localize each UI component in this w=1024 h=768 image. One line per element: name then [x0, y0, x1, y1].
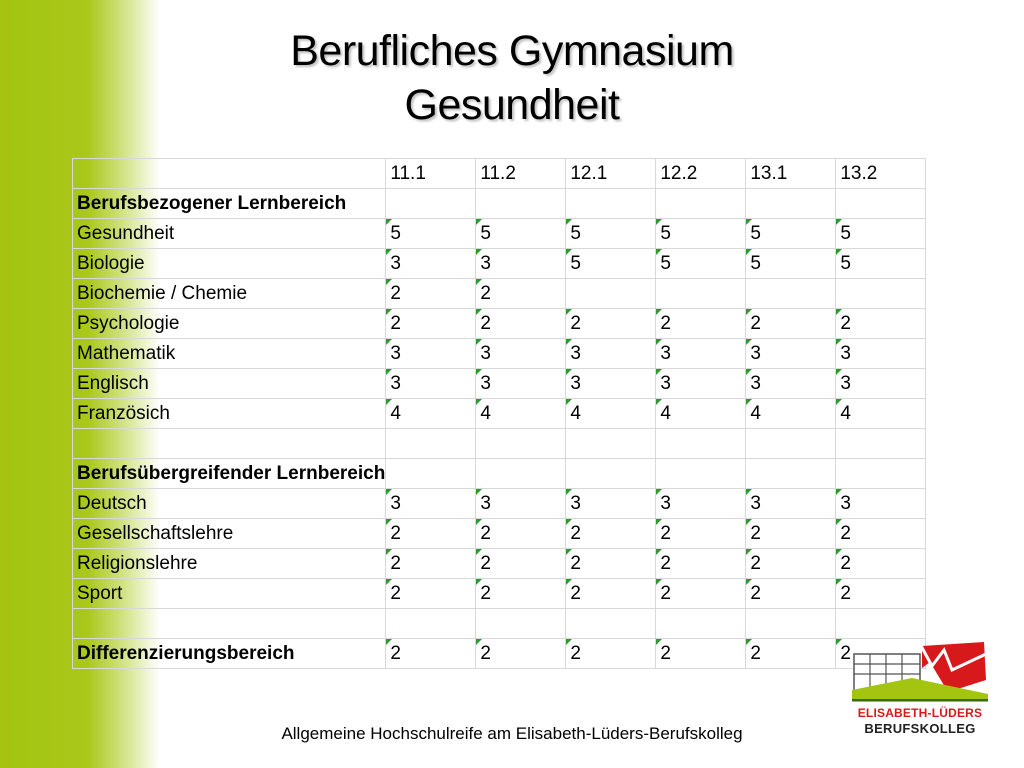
hours-cell: 3: [476, 249, 566, 279]
subject-label: Psychologie: [73, 309, 386, 339]
subject-row: [73, 279, 926, 309]
hours-cell: 2: [746, 549, 836, 579]
logo-text-name: ELISABETH-LÜDERS: [857, 706, 983, 720]
hours-cell: 3: [566, 339, 656, 369]
hours-cell: 2: [836, 579, 926, 609]
hours-cell: [386, 429, 476, 459]
hours-cell: 4: [566, 399, 656, 429]
hours-cell: 4: [476, 399, 566, 429]
hours-cell: 2: [386, 309, 476, 339]
footer-text: Allgemeine Hochschulreife am Elisabeth-Lüders-Berufskolleg: [281, 724, 743, 743]
timetable: [72, 158, 926, 669]
header-cell-11-2: 11.2: [476, 159, 566, 189]
header-cell-12-2: 12.2: [656, 159, 746, 189]
hours-cell: 3: [386, 249, 476, 279]
hours-cell: 2: [656, 549, 746, 579]
hours-cell: 5: [836, 249, 926, 279]
header-cell-11-1: 11.1: [386, 159, 476, 189]
subject-row: [73, 399, 926, 429]
hours-cell: [386, 609, 476, 639]
slide-title: [160, 24, 864, 132]
hours-cell: 2: [656, 519, 746, 549]
hours-cell: [746, 609, 836, 639]
hours-cell: [746, 429, 836, 459]
school-building-logo-icon: [852, 640, 988, 704]
hours-cell: 5: [656, 249, 746, 279]
subject-label: Französich: [73, 399, 386, 429]
header-cell-13-1: 13.1: [746, 159, 836, 189]
hours-cell: 3: [476, 489, 566, 519]
hours-cell: [836, 609, 926, 639]
hours-cell: 3: [386, 489, 476, 519]
hours-cell: [836, 189, 926, 219]
hours-cell: 2: [656, 309, 746, 339]
hours-cell: 2: [386, 549, 476, 579]
hours-cell: 5: [746, 219, 836, 249]
header-row: [73, 159, 926, 189]
hours-cell: [746, 189, 836, 219]
hours-cell: 5: [386, 219, 476, 249]
subject-row: [73, 249, 926, 279]
hours-cell: [386, 459, 476, 489]
hours-cell: [836, 279, 926, 309]
hours-cell: [656, 279, 746, 309]
section-label: Berufsübergreifender Lernbereich: [73, 459, 386, 489]
subject-row: [73, 519, 926, 549]
hours-cell: [566, 189, 656, 219]
hours-cell: 3: [476, 339, 566, 369]
title-line-1: Berufliches Gymnasium: [290, 27, 734, 75]
subject-label: Englisch: [73, 369, 386, 399]
hours-cell: 2: [836, 549, 926, 579]
header-cell-subject: [73, 159, 386, 189]
hours-cell: 3: [386, 369, 476, 399]
hours-cell: 2: [386, 279, 476, 309]
hours-cell: 5: [476, 219, 566, 249]
hours-cell: 3: [566, 489, 656, 519]
section-header-row: [73, 459, 926, 489]
hours-cell: 2: [386, 639, 476, 669]
subject-row: [73, 219, 926, 249]
hours-cell: [476, 189, 566, 219]
hours-cell: 2: [566, 549, 656, 579]
subject-row: [73, 369, 926, 399]
title-line-2: Gesundheit: [404, 81, 620, 129]
hours-cell: 5: [566, 249, 656, 279]
hours-cell: 3: [746, 339, 836, 369]
school-logo: [852, 640, 988, 740]
hours-cell: 2: [386, 579, 476, 609]
subject-label: Gesundheit: [73, 219, 386, 249]
section-label: Berufsbezogener Lernbereich: [73, 189, 386, 219]
subject-label: Mathematik: [73, 339, 386, 369]
hours-cell: 2: [836, 519, 926, 549]
hours-cell: 2: [566, 519, 656, 549]
hours-cell: [386, 189, 476, 219]
hours-cell: [656, 189, 746, 219]
hours-cell: [566, 279, 656, 309]
hours-cell: 2: [656, 579, 746, 609]
subject-label: Differenzierungsbereich: [73, 639, 386, 669]
hours-cell: [836, 459, 926, 489]
hours-cell: 2: [836, 309, 926, 339]
hours-cell: 2: [836, 639, 926, 669]
hours-cell: 5: [656, 219, 746, 249]
hours-cell: 3: [656, 339, 746, 369]
subject-label: Deutsch: [73, 489, 386, 519]
hours-cell: [656, 459, 746, 489]
hours-cell: [746, 279, 836, 309]
subject-label: Sport: [73, 579, 386, 609]
subject-label: [73, 429, 386, 459]
hours-cell: 4: [656, 399, 746, 429]
subject-row: [73, 549, 926, 579]
hours-cell: 5: [836, 219, 926, 249]
hours-cell: 2: [746, 579, 836, 609]
hours-cell: [836, 429, 926, 459]
blank-row: [73, 429, 926, 459]
hours-cell: [656, 609, 746, 639]
hours-cell: 3: [836, 489, 926, 519]
hours-cell: 4: [746, 399, 836, 429]
subject-label: Gesellschaftslehre: [73, 519, 386, 549]
hours-cell: 3: [566, 369, 656, 399]
subject-label: Religionslehre: [73, 549, 386, 579]
hours-cell: 3: [836, 369, 926, 399]
table-body: [73, 189, 926, 669]
hours-cell: 2: [476, 579, 566, 609]
subject-label: [73, 609, 386, 639]
hours-cell: 3: [656, 369, 746, 399]
hours-cell: 3: [476, 369, 566, 399]
hours-cell: 2: [566, 309, 656, 339]
hours-cell: 3: [746, 369, 836, 399]
hours-cell: 2: [566, 579, 656, 609]
hours-cell: 2: [476, 519, 566, 549]
hours-cell: 2: [746, 519, 836, 549]
hours-cell: 2: [476, 549, 566, 579]
hours-cell: 3: [656, 489, 746, 519]
subject-row: [73, 579, 926, 609]
subject-row: [73, 639, 926, 669]
hours-cell: [566, 429, 656, 459]
subject-label: Biochemie / Chemie: [73, 279, 386, 309]
hours-cell: [656, 429, 746, 459]
subject-label: Biologie: [73, 249, 386, 279]
subject-row: [73, 309, 926, 339]
hours-cell: 2: [746, 309, 836, 339]
hours-cell: [476, 429, 566, 459]
hours-cell: 3: [836, 339, 926, 369]
hours-cell: 3: [386, 339, 476, 369]
hours-cell: [566, 609, 656, 639]
blank-row: [73, 609, 926, 639]
subject-row: [73, 489, 926, 519]
hours-cell: 4: [386, 399, 476, 429]
hours-cell: 5: [566, 219, 656, 249]
hours-cell: 2: [746, 639, 836, 669]
hours-cell: 4: [836, 399, 926, 429]
logo-text-school: BERUFSKOLLEG: [864, 721, 976, 736]
subject-row: [73, 339, 926, 369]
hours-cell: [566, 459, 656, 489]
header-cell-12-1: 12.1: [566, 159, 656, 189]
hours-cell: [476, 459, 566, 489]
hours-cell: 3: [746, 489, 836, 519]
section-header-row: [73, 189, 926, 219]
hours-cell: 2: [656, 639, 746, 669]
hours-cell: 5: [746, 249, 836, 279]
hours-cell: 2: [476, 309, 566, 339]
hours-cell: [746, 459, 836, 489]
hours-cell: [476, 609, 566, 639]
header-cell-13-2: 13.2: [836, 159, 926, 189]
hours-cell: 2: [476, 639, 566, 669]
hours-cell: 2: [476, 279, 566, 309]
hours-cell: 2: [566, 639, 656, 669]
hours-cell: 2: [386, 519, 476, 549]
